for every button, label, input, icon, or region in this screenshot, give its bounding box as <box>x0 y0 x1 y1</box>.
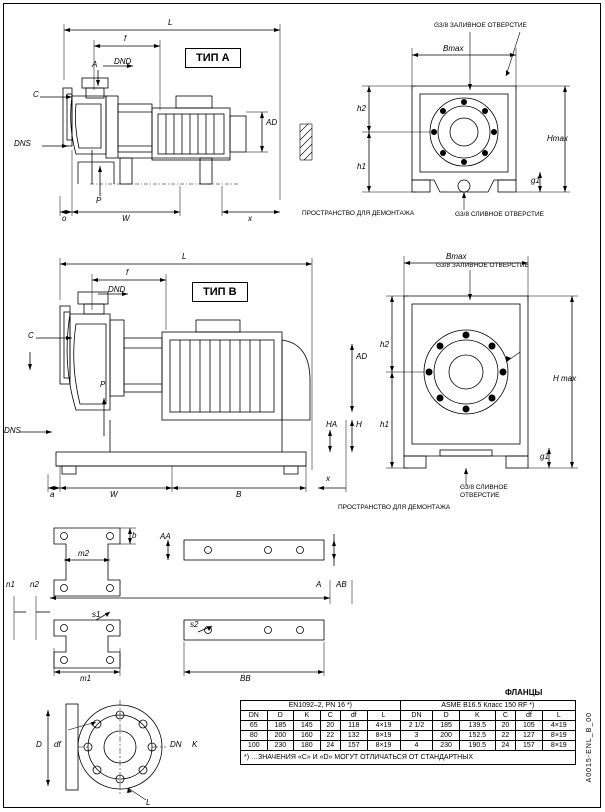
dim-g1-b: g1 <box>540 452 549 461</box>
cell: 8×19 <box>542 731 575 741</box>
dim-Hmax-b: H max <box>553 374 577 383</box>
dim-a-b: a <box>50 490 55 499</box>
cell: 8×19 <box>367 731 400 741</box>
dim-DND-b: DND <box>108 285 126 294</box>
fill-port-note-b: G3/8 ЗАЛИВНОЕ ОТВЕРСТИЕ <box>436 262 529 269</box>
drain-port-note-a: G3/8 СЛИВНОЕ ОТВЕРСТИЕ <box>455 211 544 218</box>
cell: 8×19 <box>367 741 400 751</box>
dismount-space-note-b: ПРОСТРАНСТВО ДЛЯ ДЕМОНТАЖА <box>338 504 451 511</box>
col-c-l: C <box>320 711 340 721</box>
dim-m2-plate: m2 <box>78 549 90 558</box>
dim-BB-plate: BB <box>240 674 251 683</box>
flange-table <box>240 700 576 765</box>
dim-n2-plate: n2 <box>30 580 39 589</box>
cell: 20 <box>495 721 515 731</box>
dim-K-flange: K <box>192 740 198 749</box>
cell: 230 <box>267 741 294 751</box>
dim-P-b: P <box>100 380 106 389</box>
dim-B-b: B <box>236 490 242 499</box>
col-c-r: C <box>495 711 515 721</box>
table-footnote-row <box>241 751 576 765</box>
flange-group-asme: ASME B16.5 Класс 150 RF *) <box>400 701 575 711</box>
cell: 157 <box>340 741 367 751</box>
dim-Bmax-a: Bmax <box>443 44 464 53</box>
type-a-title: ТИП А <box>185 48 241 68</box>
dim-A-plate: A <box>316 580 322 589</box>
dim-W-a: W <box>122 214 130 223</box>
dim-m1-plate: m1 <box>80 674 92 683</box>
dim-f-a: f <box>124 34 127 43</box>
dim-DNS-a: DNS <box>14 139 31 148</box>
dim-A-a: A <box>92 60 98 69</box>
type-b-title: ТИП В <box>192 282 248 302</box>
dismount-space-note-a: ПРОСТРАНСТВО ДЛЯ ДЕМОНТАЖА <box>302 210 415 217</box>
col-d-l: D <box>267 711 294 721</box>
dim-AD-a: AD <box>266 118 278 127</box>
cell: 105 <box>516 721 543 731</box>
dim-b-plate: b <box>132 531 137 540</box>
cell: 152.5 <box>459 731 495 741</box>
cell: 200 <box>267 731 294 741</box>
dim-HA-b: HA <box>326 420 338 429</box>
cell: 22 <box>495 731 515 741</box>
dim-s2-plate: s2 <box>190 620 199 629</box>
fill-port-note-a: G3/8 ЗАЛИВНОЕ ОТВЕРСТИЕ <box>434 22 527 29</box>
dim-DND-a: DND <box>114 57 132 66</box>
dim-DN-flange: DN <box>170 740 182 749</box>
dim-C-b: C <box>28 331 34 340</box>
dim-x-b: x <box>326 474 330 483</box>
dim-g1-a: g1 <box>531 176 540 185</box>
dim-L-flange: L <box>146 798 151 807</box>
cell: 22 <box>320 731 340 741</box>
dim-AD-b: AD <box>356 352 368 361</box>
dim-f-b: f <box>126 268 129 277</box>
cell: 230 <box>433 741 460 751</box>
col-k-r: K <box>459 711 495 721</box>
col-k-l: K <box>294 711 321 721</box>
cell: 185 <box>267 721 294 731</box>
cell: 185 <box>433 721 460 731</box>
dim-L-a: L <box>168 18 173 27</box>
flange-footnote: *) …ЗНАЧЕНИЯ «С» И «D» МОГУТ ОТЛИЧАТЬСЯ ОТ СТАНДАРТНЫХ <box>241 751 576 765</box>
col-l-l: L <box>367 711 400 721</box>
cell: 20 <box>320 721 340 731</box>
dim-C-a: C <box>33 90 39 99</box>
table-row <box>241 721 576 731</box>
col-df-r: df <box>516 711 543 721</box>
dim-AB-plate: AB <box>336 580 347 589</box>
cell: 132 <box>340 731 367 741</box>
dim-Bmax-b: Bmax <box>446 252 467 261</box>
cell: 157 <box>516 741 543 751</box>
col-l-r: L <box>542 711 575 721</box>
cell: 139.5 <box>459 721 495 731</box>
dim-h1-b: h1 <box>380 420 389 429</box>
drawing-code: A0015-ENL_B_00 <box>586 712 593 783</box>
cell: 65 <box>241 721 268 731</box>
cell: 118 <box>340 721 367 731</box>
dim-x-a: x <box>248 214 252 223</box>
dim-DNS-b: DNS <box>4 426 21 435</box>
dim-D-flange: D <box>36 740 42 749</box>
dim-o-a: o <box>62 214 67 223</box>
dim-h1-a: h1 <box>357 162 366 171</box>
col-dn-r: DN <box>400 711 433 721</box>
cell: 190.5 <box>459 741 495 751</box>
col-d-r: D <box>433 711 460 721</box>
cell: 80 <box>241 731 268 741</box>
col-df-l: df <box>340 711 367 721</box>
col-dn-l: DN <box>241 711 268 721</box>
dim-H-b: H <box>356 420 362 429</box>
cell: 4×19 <box>367 721 400 731</box>
cell: 160 <box>294 731 321 741</box>
cell: 24 <box>495 741 515 751</box>
dim-L-b: L <box>182 252 187 261</box>
cell: 3 <box>400 731 433 741</box>
table-row <box>241 741 576 751</box>
table-row <box>241 731 576 741</box>
cell: 145 <box>294 721 321 731</box>
cell: 180 <box>294 741 321 751</box>
cell: 200 <box>433 731 460 741</box>
cell: 2 1/2 <box>400 721 433 731</box>
cell: 127 <box>516 731 543 741</box>
dim-s1-plate: s1 <box>92 610 101 619</box>
dim-W-b: W <box>110 490 118 499</box>
dim-n1-plate: n1 <box>6 580 15 589</box>
cell: 4×19 <box>542 721 575 731</box>
dim-P-a: P <box>96 196 102 205</box>
cell: 24 <box>320 741 340 751</box>
dim-Hmax-a: Hmax <box>547 134 568 143</box>
dim-h2-a: h2 <box>357 104 366 113</box>
dim-h2-b: h2 <box>380 340 389 349</box>
cell: 8×19 <box>542 741 575 751</box>
flange-group-en: EN1092–2, PN 16 *) <box>241 701 401 711</box>
drain-port-note-b: G3/8 СЛИВНОЕ ОТВЕРСТИЕ <box>460 484 508 500</box>
cell: 100 <box>241 741 268 751</box>
cell: 4 <box>400 741 433 751</box>
dim-AA-plate: AA <box>160 532 171 541</box>
flanges-title: ФЛАНЦЫ <box>505 688 543 697</box>
dim-df-flange: df <box>54 740 61 749</box>
